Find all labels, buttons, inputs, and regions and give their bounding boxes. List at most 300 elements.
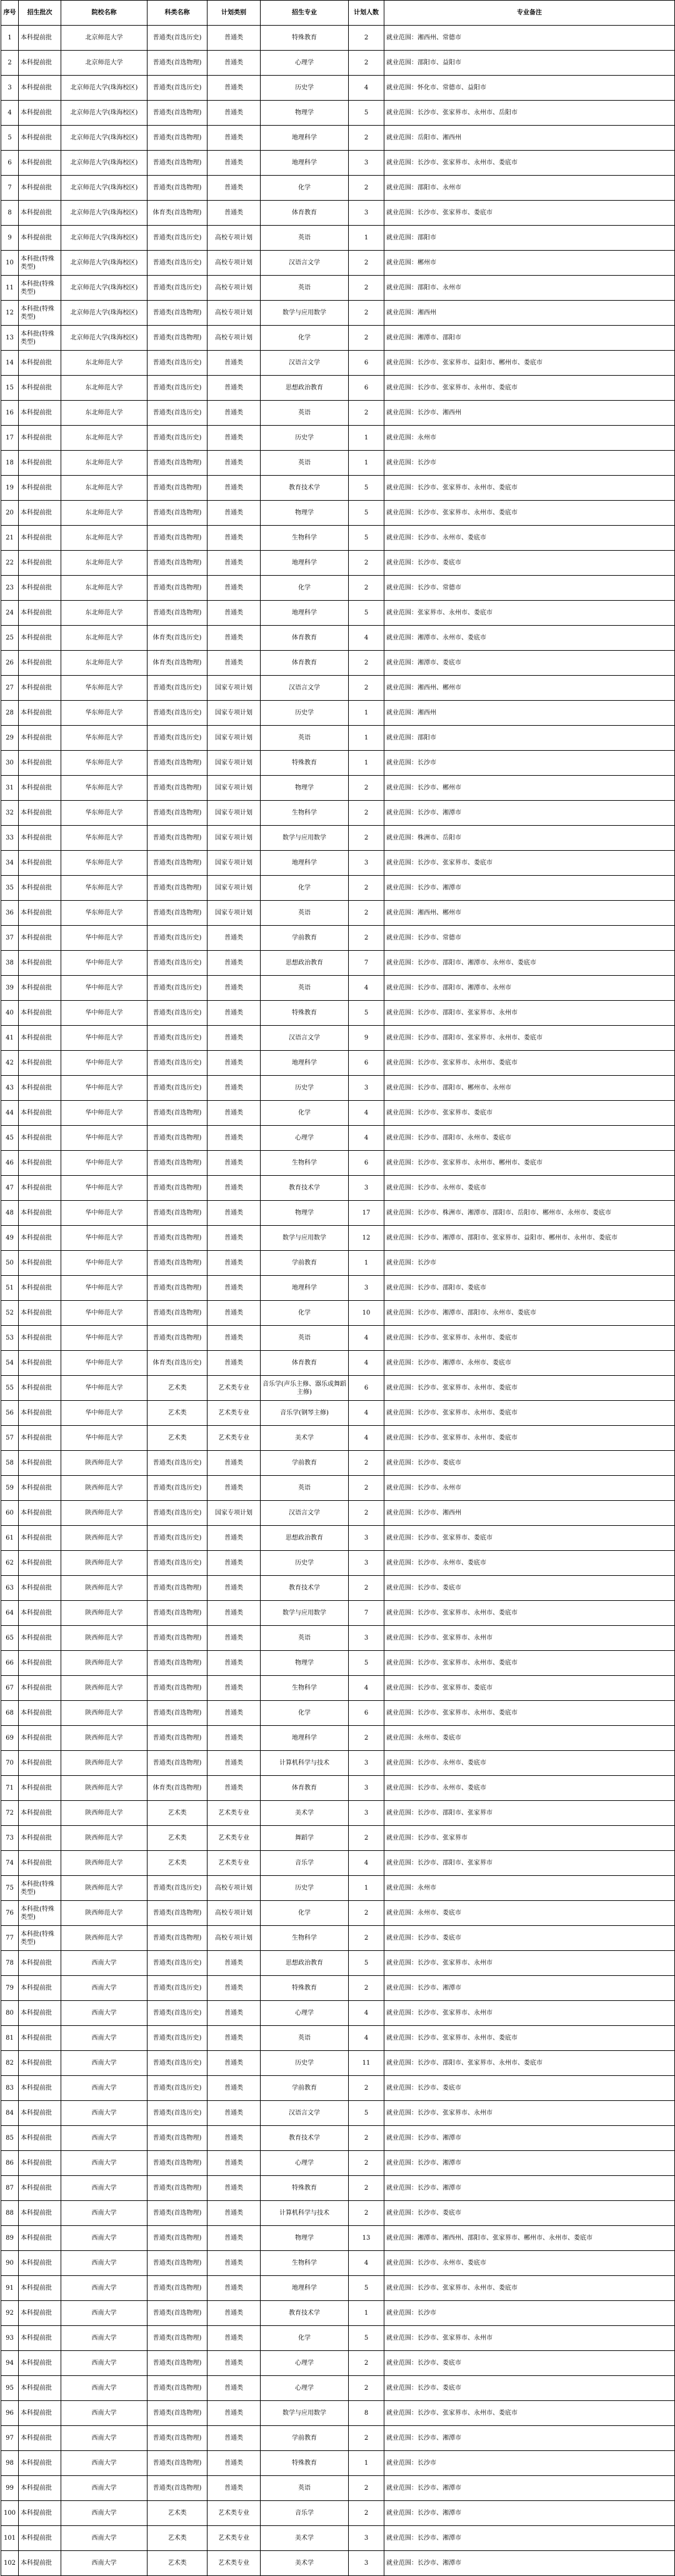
cell-subject-type: 普通类(首选物理) (148, 751, 208, 776)
cell-batch: 本科提前批 (19, 1526, 61, 1551)
cell-index: 71 (1, 1776, 19, 1801)
cell-index: 41 (1, 1026, 19, 1051)
cell-remarks: 就业范围：长沙市、张家界市、娄底市 (384, 1526, 675, 1551)
cell-index: 82 (1, 2051, 19, 2076)
cell-subject-type: 普通类(首选物理) (148, 826, 208, 851)
cell-plan-count: 3 (349, 1076, 384, 1101)
table-row (1, 2226, 675, 2251)
cell-major: 生物科学 (261, 1926, 349, 1951)
cell-school: 东北师范大学 (61, 601, 148, 626)
cell-batch: 本科提前批 (19, 2326, 61, 2351)
cell-remarks: 就业范围：长沙市、湘潭市 (384, 2176, 675, 2201)
cell-remarks: 就业范围：长沙市 (384, 451, 675, 476)
cell-plan-category: 普通类 (208, 526, 261, 551)
cell-subject-type: 普通类(首选物理) (148, 126, 208, 151)
cell-school: 华中师范大学 (61, 1226, 148, 1251)
cell-index: 85 (1, 2126, 19, 2151)
cell-plan-category: 普通类 (208, 1651, 261, 1676)
cell-plan-count: 4 (349, 1676, 384, 1701)
cell-plan-category: 普通类 (208, 1051, 261, 1076)
cell-index: 56 (1, 1401, 19, 1426)
cell-school: 西南大学 (61, 2376, 148, 2401)
cell-subject-type: 普通类(首选物理) (148, 1601, 208, 1626)
cell-batch: 本科提前批 (19, 2251, 61, 2276)
cell-subject-type: 艺术类 (148, 1826, 208, 1851)
cell-major: 历史学 (261, 701, 349, 726)
cell-index: 62 (1, 1551, 19, 1576)
table-row (1, 2076, 675, 2101)
cell-remarks: 就业范围：永州市、娄底市 (384, 1726, 675, 1751)
cell-index: 36 (1, 901, 19, 926)
cell-major: 化学 (261, 2326, 349, 2351)
cell-plan-category: 国家专项计划 (208, 851, 261, 876)
cell-major: 化学 (261, 876, 349, 901)
cell-remarks: 就业范围：长沙市、张家界市、娄底市 (384, 201, 675, 226)
cell-remarks: 就业范围：长沙市、邵阳市、永州市、娄底市 (384, 1126, 675, 1151)
cell-plan-category: 普通类 (208, 576, 261, 601)
cell-plan-count: 2 (349, 2476, 384, 2501)
cell-remarks: 就业范围：邵阳市 (384, 226, 675, 251)
cell-plan-count: 5 (349, 501, 384, 526)
cell-major: 英语 (261, 726, 349, 751)
cell-plan-category: 普通类 (208, 1601, 261, 1626)
table-row (1, 76, 675, 101)
cell-index: 35 (1, 876, 19, 901)
cell-remarks: 就业范围：长沙市、张家界市、永州市、娄底市 (384, 1426, 675, 1451)
cell-school: 北京师范大学 (61, 51, 148, 76)
cell-school: 西南大学 (61, 2301, 148, 2326)
cell-major: 心理学 (261, 2376, 349, 2401)
cell-major: 思想政治教育 (261, 1526, 349, 1551)
cell-plan-count: 9 (349, 1026, 384, 1051)
cell-batch: 本科提前批 (19, 2026, 61, 2051)
table-row (1, 1126, 675, 1151)
cell-index: 70 (1, 1751, 19, 1776)
cell-school: 北京师范大学(珠海校区) (61, 251, 148, 276)
cell-remarks: 就业范围：长沙市、湘潭市 (384, 1976, 675, 2001)
cell-subject-type: 普通类(首选物理) (148, 1576, 208, 1601)
cell-subject-type: 普通类(首选物理) (148, 851, 208, 876)
cell-remarks: 就业范围：长沙市、张家界市、永州市、郴州市、娄底市 (384, 1151, 675, 1176)
cell-remarks: 就业范围：长沙市、娄底市 (384, 551, 675, 576)
cell-subject-type: 普通类(首选物理) (148, 1101, 208, 1126)
cell-index: 8 (1, 201, 19, 226)
cell-plan-category: 普通类 (208, 1026, 261, 1051)
cell-subject-type: 艺术类 (148, 2501, 208, 2526)
cell-index: 68 (1, 1701, 19, 1726)
cell-index: 37 (1, 926, 19, 951)
cell-major: 地理科学 (261, 851, 349, 876)
cell-plan-category: 普通类 (208, 2051, 261, 2076)
table-row (1, 501, 675, 526)
cell-subject-type: 普通类(首选物理) (148, 326, 208, 351)
cell-plan-count: 2 (349, 2176, 384, 2201)
cell-plan-count: 2 (349, 826, 384, 851)
cell-plan-category: 普通类 (208, 1326, 261, 1351)
cell-major: 历史学 (261, 1876, 349, 1901)
cell-plan-count: 5 (349, 1951, 384, 1976)
cell-index: 88 (1, 2201, 19, 2226)
cell-index: 40 (1, 1001, 19, 1026)
cell-subject-type: 普通类(首选物理) (148, 501, 208, 526)
cell-plan-count: 6 (349, 1701, 384, 1726)
cell-major: 历史学 (261, 426, 349, 451)
cell-remarks: 就业范围：长沙市、张家界市、永州市 (384, 2101, 675, 2126)
cell-subject-type: 普通类(首选物理) (148, 51, 208, 76)
cell-school: 华中师范大学 (61, 1301, 148, 1326)
cell-plan-count: 4 (349, 1326, 384, 1351)
cell-plan-count: 2 (349, 126, 384, 151)
cell-batch: 本科提前批 (19, 2076, 61, 2101)
cell-batch: 本科提前批 (19, 1551, 61, 1576)
table-row (1, 2001, 675, 2026)
cell-batch: 本科提前批 (19, 1401, 61, 1426)
cell-remarks: 就业范围：长沙市、常德市 (384, 576, 675, 601)
table-row (1, 351, 675, 376)
cell-plan-category: 高校专项计划 (208, 251, 261, 276)
cell-school: 华中师范大学 (61, 1101, 148, 1126)
cell-index: 44 (1, 1101, 19, 1126)
cell-remarks: 就业范围：长沙市、永州市 (384, 1476, 675, 1501)
cell-batch: 本科提前批 (19, 351, 61, 376)
cell-subject-type: 普通类(首选物理) (148, 1701, 208, 1726)
cell-school: 陕西师范大学 (61, 1926, 148, 1951)
cell-school: 东北师范大学 (61, 576, 148, 601)
cell-plan-category: 普通类 (208, 1526, 261, 1551)
cell-index: 20 (1, 501, 19, 526)
cell-school: 华东师范大学 (61, 726, 148, 751)
cell-major: 数学与应用数学 (261, 301, 349, 326)
cell-school: 陕西师范大学 (61, 1551, 148, 1576)
cell-plan-count: 3 (349, 1526, 384, 1551)
cell-plan-category: 普通类 (208, 1001, 261, 1026)
cell-plan-category: 普通类 (208, 551, 261, 576)
cell-school: 西南大学 (61, 2326, 148, 2351)
cell-batch: 本科提前批 (19, 1651, 61, 1676)
table-row (1, 1751, 675, 1776)
table-row (1, 1851, 675, 1876)
cell-plan-count: 5 (349, 101, 384, 126)
cell-major: 历史学 (261, 1551, 349, 1576)
cell-remarks: 就业范围：邵阳市、永州市 (384, 176, 675, 201)
cell-school: 华东师范大学 (61, 776, 148, 801)
cell-subject-type: 普通类(首选历史) (148, 1876, 208, 1901)
cell-subject-type: 体育类(首选物理) (148, 651, 208, 676)
cell-major: 舞蹈学 (261, 1826, 349, 1851)
cell-remarks: 就业范围：长沙市、娄底市 (384, 2201, 675, 2226)
cell-plan-category: 普通类 (208, 1301, 261, 1326)
cell-index: 66 (1, 1651, 19, 1676)
table-header-row (1, 1, 675, 26)
cell-subject-type: 普通类(首选物理) (148, 576, 208, 601)
cell-plan-count: 4 (349, 1426, 384, 1451)
cell-subject-type: 体育类(首选物理) (148, 1776, 208, 1801)
cell-plan-category: 普通类 (208, 2101, 261, 2126)
cell-school: 西南大学 (61, 2076, 148, 2101)
cell-plan-category: 普通类 (208, 201, 261, 226)
cell-school: 西南大学 (61, 2426, 148, 2451)
cell-plan-count: 2 (349, 2351, 384, 2376)
cell-plan-count: 4 (349, 76, 384, 101)
cell-major: 英语 (261, 226, 349, 251)
cell-plan-count: 13 (349, 2226, 384, 2251)
cell-school: 陕西师范大学 (61, 1476, 148, 1501)
cell-remarks: 就业范围：长沙市、娄底市 (384, 1576, 675, 1601)
cell-plan-category: 艺术类专业 (208, 1851, 261, 1876)
cell-major: 特殊教育 (261, 26, 349, 51)
cell-school: 陕西师范大学 (61, 1526, 148, 1551)
cell-subject-type: 普通类(首选物理) (148, 451, 208, 476)
cell-plan-category: 高校专项计划 (208, 276, 261, 301)
cell-school: 陕西师范大学 (61, 1801, 148, 1826)
cell-remarks: 就业范围：长沙市、张家界市、永州市 (384, 1626, 675, 1651)
cell-major: 特殊教育 (261, 1976, 349, 2001)
cell-subject-type: 艺术类 (148, 2526, 208, 2551)
cell-subject-type: 普通类(首选历史) (148, 226, 208, 251)
cell-plan-category: 普通类 (208, 151, 261, 176)
cell-batch: 本科提前批 (19, 2476, 61, 2501)
cell-plan-category: 高校专项计划 (208, 1901, 261, 1926)
table-row (1, 876, 675, 901)
cell-plan-count: 1 (349, 726, 384, 751)
cell-school: 华东师范大学 (61, 851, 148, 876)
table-row (1, 126, 675, 151)
cell-index: 16 (1, 401, 19, 426)
table-row (1, 951, 675, 976)
cell-subject-type: 普通类(首选物理) (148, 2376, 208, 2401)
cell-batch: 本科提前批 (19, 2101, 61, 2126)
cell-school: 东北师范大学 (61, 401, 148, 426)
cell-plan-category: 高校专项计划 (208, 1876, 261, 1901)
cell-batch: 本科提前批 (19, 2376, 61, 2401)
cell-remarks: 就业范围：湘潭市、邵阳市 (384, 326, 675, 351)
cell-remarks: 就业范围：长沙市、张家界市、永州市 (384, 1951, 675, 1976)
cell-plan-category: 普通类 (208, 376, 261, 401)
cell-remarks: 就业范围：长沙市、邵阳市、张家界市、永州市、娄底市 (384, 1026, 675, 1051)
cell-major: 历史学 (261, 2051, 349, 2076)
cell-major: 英语 (261, 401, 349, 426)
cell-index: 27 (1, 676, 19, 701)
cell-index: 54 (1, 1351, 19, 1376)
cell-remarks: 就业范围：长沙市、张家界市、永州市、娄底市 (384, 1326, 675, 1351)
table-row (1, 576, 675, 601)
cell-major: 音乐学(声乐主修、器乐或舞蹈主修) (261, 1376, 349, 1401)
cell-index: 51 (1, 1276, 19, 1301)
cell-major: 英语 (261, 1326, 349, 1351)
cell-index: 97 (1, 2426, 19, 2451)
cell-plan-count: 2 (349, 176, 384, 201)
cell-remarks: 就业范围：长沙市 (384, 2451, 675, 2476)
cell-major: 音乐学 (261, 2501, 349, 2526)
cell-batch: 本科提前批 (19, 1576, 61, 1601)
cell-major: 心理学 (261, 51, 349, 76)
cell-remarks: 就业范围：长沙市 (384, 1251, 675, 1276)
cell-plan-category: 普通类 (208, 976, 261, 1001)
cell-batch: 本科提前批 (19, 1376, 61, 1401)
cell-major: 英语 (261, 276, 349, 301)
cell-subject-type: 普通类(首选物理) (148, 526, 208, 551)
cell-remarks: 就业范围：长沙市、邵阳市、张家界市、永州市 (384, 1001, 675, 1026)
cell-index: 2 (1, 51, 19, 76)
cell-plan-count: 2 (349, 2076, 384, 2101)
cell-remarks: 就业范围：岳阳市、湘西州 (384, 126, 675, 151)
cell-subject-type: 普通类(首选物理) (148, 876, 208, 901)
cell-plan-count: 2 (349, 1826, 384, 1851)
cell-batch: 本科批(特殊类型) (19, 276, 61, 301)
table-row (1, 2351, 675, 2376)
cell-major: 地理科学 (261, 601, 349, 626)
cell-school: 华中师范大学 (61, 1026, 148, 1051)
cell-batch: 本科提前批 (19, 1851, 61, 1876)
table-row (1, 1401, 675, 1426)
cell-school: 陕西师范大学 (61, 1576, 148, 1601)
cell-school: 华中师范大学 (61, 1176, 148, 1201)
cell-subject-type: 体育类(首选历史) (148, 1351, 208, 1376)
cell-index: 64 (1, 1601, 19, 1626)
cell-remarks: 就业范围：长沙市、邵阳市、娄底市 (384, 1276, 675, 1301)
cell-subject-type: 普通类(首选历史) (148, 1976, 208, 2001)
cell-index: 6 (1, 151, 19, 176)
cell-plan-category: 国家专项计划 (208, 801, 261, 826)
cell-batch: 本科提前批 (19, 1001, 61, 1026)
cell-subject-type: 普通类(首选历史) (148, 26, 208, 51)
cell-remarks: 就业范围：长沙市、株洲市、湘潭市、邵阳市、岳阳市、郴州市、永州市、娄底市 (384, 1201, 675, 1226)
cell-subject-type: 普通类(首选历史) (148, 2001, 208, 2026)
cell-index: 31 (1, 776, 19, 801)
cell-batch: 本科提前批 (19, 1051, 61, 1076)
cell-remarks: 就业范围：长沙市、湘潭市 (384, 2151, 675, 2176)
cell-plan-count: 3 (349, 1801, 384, 1826)
cell-index: 47 (1, 1176, 19, 1201)
cell-major: 学前教育 (261, 1251, 349, 1276)
cell-school: 华中师范大学 (61, 1001, 148, 1026)
cell-school: 陕西师范大学 (61, 1901, 148, 1926)
cell-index: 14 (1, 351, 19, 376)
cell-school: 东北师范大学 (61, 426, 148, 451)
cell-major: 教育技术学 (261, 476, 349, 501)
cell-plan-category: 普通类 (208, 176, 261, 201)
cell-batch: 本科提前批 (19, 201, 61, 226)
cell-batch: 本科提前批 (19, 1351, 61, 1376)
cell-batch: 本科提前批 (19, 2001, 61, 2026)
cell-batch: 本科提前批 (19, 1426, 61, 1451)
cell-school: 西南大学 (61, 2351, 148, 2376)
cell-index: 38 (1, 951, 19, 976)
cell-batch: 本科提前批 (19, 176, 61, 201)
table-row (1, 1701, 675, 1726)
cell-subject-type: 普通类(首选物理) (148, 901, 208, 926)
cell-remarks: 就业范围：怀化市、常德市、益阳市 (384, 76, 675, 101)
cell-plan-category: 普通类 (208, 1251, 261, 1276)
cell-plan-count: 2 (349, 876, 384, 901)
cell-subject-type: 普通类(首选历史) (148, 926, 208, 951)
cell-plan-category: 普通类 (208, 2176, 261, 2201)
cell-major: 英语 (261, 2476, 349, 2501)
cell-school: 东北师范大学 (61, 451, 148, 476)
cell-remarks: 就业范围：长沙市、张家界市、永州市、娄底市 (384, 1701, 675, 1726)
cell-school: 陕西师范大学 (61, 1726, 148, 1751)
table-row (1, 1901, 675, 1926)
cell-major: 特殊教育 (261, 1001, 349, 1026)
cell-school: 陕西师范大学 (61, 1701, 148, 1726)
cell-major: 心理学 (261, 2151, 349, 2176)
table-row (1, 1526, 675, 1551)
table-row (1, 1676, 675, 1701)
cell-remarks: 就业范围：永州市、娄底市 (384, 1901, 675, 1926)
cell-subject-type: 普通类(首选历史) (148, 2101, 208, 2126)
cell-plan-category: 普通类 (208, 1551, 261, 1576)
cell-remarks: 就业范围：长沙市、邵阳市、郴州市、永州市 (384, 1076, 675, 1101)
cell-plan-count: 6 (349, 1376, 384, 1401)
table-row (1, 1001, 675, 1026)
cell-subject-type: 普通类(首选物理) (148, 2426, 208, 2451)
cell-remarks: 就业范围：郴州市 (384, 251, 675, 276)
cell-index: 99 (1, 2476, 19, 2501)
cell-remarks: 就业范围：长沙市、邵阳市、张家界市 (384, 1801, 675, 1826)
cell-index: 19 (1, 476, 19, 501)
cell-plan-category: 普通类 (208, 626, 261, 651)
cell-subject-type: 普通类(首选物理) (148, 1226, 208, 1251)
cell-plan-category: 普通类 (208, 2426, 261, 2451)
cell-subject-type: 普通类(首选物理) (148, 1276, 208, 1301)
cell-plan-count: 5 (349, 2326, 384, 2351)
cell-batch: 本科提前批 (19, 476, 61, 501)
cell-plan-category: 普通类 (208, 2226, 261, 2251)
cell-major: 特殊教育 (261, 2451, 349, 2476)
table-row (1, 1426, 675, 1451)
cell-school: 北京师范大学(珠海校区) (61, 201, 148, 226)
table-row (1, 926, 675, 951)
cell-plan-category: 普通类 (208, 1226, 261, 1251)
table-row (1, 651, 675, 676)
cell-index: 34 (1, 851, 19, 876)
table-row (1, 1076, 675, 1101)
cell-school: 西南大学 (61, 2251, 148, 2276)
table-row (1, 1876, 675, 1901)
cell-batch: 本科提前批 (19, 726, 61, 751)
cell-major: 数学与应用数学 (261, 1226, 349, 1251)
cell-plan-count: 2 (349, 2201, 384, 2226)
cell-batch: 本科提前批 (19, 451, 61, 476)
cell-plan-category: 高校专项计划 (208, 1926, 261, 1951)
cell-subject-type: 普通类(首选物理) (148, 2176, 208, 2201)
cell-subject-type: 普通类(首选物理) (148, 151, 208, 176)
cell-remarks: 就业范围：长沙市、永州市、娄底市 (384, 1751, 675, 1776)
cell-subject-type: 普通类(首选历史) (148, 1476, 208, 1501)
cell-major: 地理科学 (261, 2276, 349, 2301)
table-row (1, 2326, 675, 2351)
cell-school: 西南大学 (61, 2151, 148, 2176)
cell-major: 物理学 (261, 1651, 349, 1676)
cell-subject-type: 普通类(首选历史) (148, 276, 208, 301)
cell-plan-category: 国家专项计划 (208, 751, 261, 776)
cell-plan-count: 2 (349, 926, 384, 951)
cell-plan-count: 4 (349, 1126, 384, 1151)
cell-plan-category: 普通类 (208, 651, 261, 676)
cell-plan-count: 2 (349, 2501, 384, 2526)
table-row (1, 1451, 675, 1476)
cell-subject-type: 普通类(首选物理) (148, 1176, 208, 1201)
cell-plan-category: 普通类 (208, 101, 261, 126)
cell-remarks: 就业范围：湘西州、郴州市 (384, 901, 675, 926)
cell-index: 80 (1, 2001, 19, 2026)
cell-index: 98 (1, 2451, 19, 2476)
cell-remarks: 就业范围：长沙市、张家界市、永州市、娄底市 (384, 1601, 675, 1626)
cell-remarks: 就业范围：长沙市、张家界市、永州市、娄底市 (384, 1376, 675, 1401)
table-row (1, 1951, 675, 1976)
cell-school: 陕西师范大学 (61, 1751, 148, 1776)
cell-subject-type: 普通类(首选物理) (148, 1126, 208, 1151)
